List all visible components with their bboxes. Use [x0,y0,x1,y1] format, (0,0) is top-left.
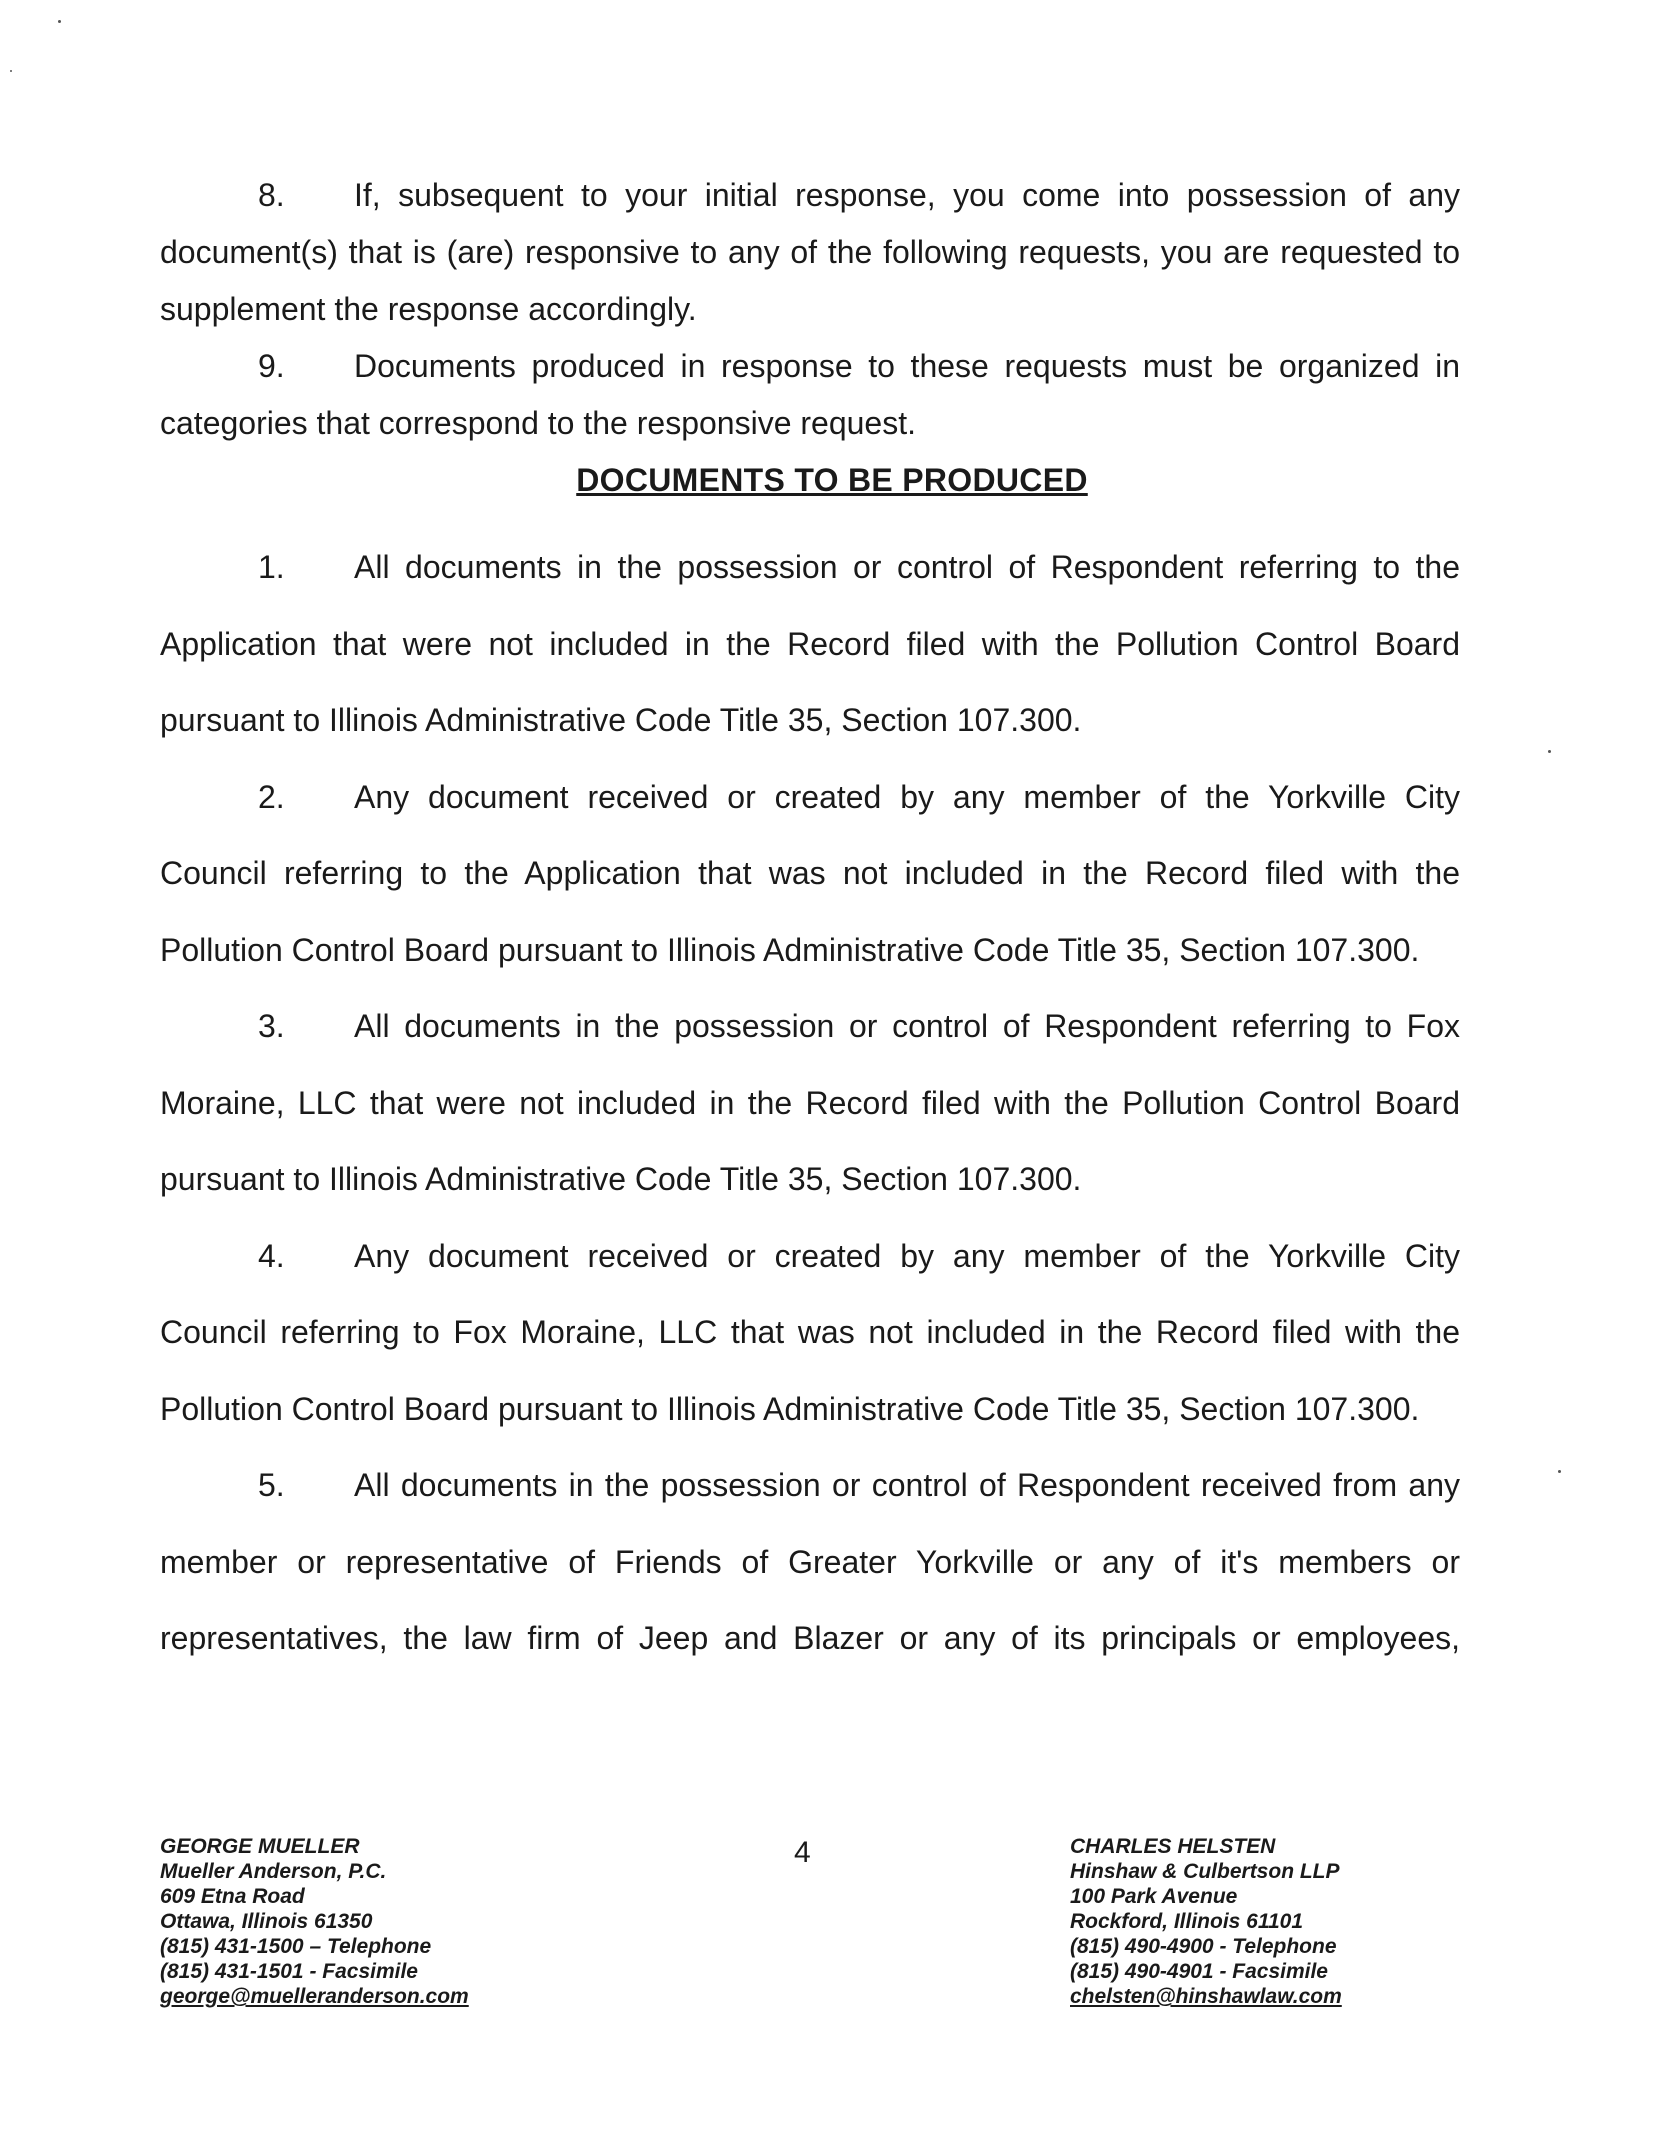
section-heading: DOCUMENTS TO BE PRODUCED [576,462,1088,498]
request-paragraph-5 [160,1447,1460,1677]
request-number: 4. [258,1237,285,1274]
attorney-firm: Mueller Anderson, P.C. [160,1860,387,1883]
request-text: All documents in the possession or control of Respondent referring to Fox Moraine, LLC that were not included in the Record filed with the Pollution Control Board pursuant to Illinois Administrative Code Title 35, Section 107.300. [160,1008,1460,1197]
definition-paragraph-9 [160,338,1460,452]
paragraph-number: 8. [258,177,285,213]
request-number: 1. [258,549,285,585]
attorney-email-link[interactable]: george@muelleranderson.com [160,1985,469,2008]
attorney-phone: (815) 490-4900 - Telephone [1070,1935,1337,1958]
attorney-city: Ottawa, Illinois 61350 [160,1910,373,1933]
attorney-email-link[interactable]: chelsten@hinshawlaw.com [1070,1985,1342,2008]
scan-speck [58,20,61,23]
request-text: All documents in the possession or control of Respondent referring to the Application that were not included in the Record filed with the Pollution Control Board pursuant to Illinois Administrative Code Title 35, Section 107.300. [160,549,1460,738]
footer-attorney-right [1070,1834,1342,2009]
request-paragraph-4 [160,1218,1460,1448]
request-number: 5. [258,1467,285,1503]
attorney-street: 609 Etna Road [160,1885,305,1908]
paragraph-number: 9. [258,348,285,384]
request-text: Any document received or created by any member of the Yorkville City Council referring to Fox Moraine, LLC that was not included in the Record filed with the Pollution Control Board pursuant to Illinois Administrative Code Title 35, Section 107.300. [160,1237,1460,1427]
definitions-section [160,167,1460,452]
page-number: 4 [794,1836,811,1869]
request-number: 2. [258,778,285,815]
scan-speck [1548,750,1551,753]
paragraph-text: If, subsequent to your initial response, you come into possession of any document(s) that is (are) responsive to any of the following requests, you are requested to supplement the response accordingly. [160,177,1460,327]
attorney-firm: Hinshaw & Culbertson LLP [1070,1860,1340,1883]
definition-paragraph-8 [160,167,1460,338]
footer-attorney-left [160,1834,469,2009]
requests-section [160,529,1460,1677]
attorney-fax: (815) 490-4901 - Facsimile [1070,1960,1328,1983]
attorney-phone: (815) 431-1500 – Telephone [160,1935,432,1958]
request-paragraph-2 [160,759,1460,989]
scan-speck [10,70,12,72]
request-paragraph-3 [160,988,1460,1218]
request-paragraph-1 [160,529,1460,759]
attorney-name: GEORGE MUELLER [160,1835,360,1858]
request-text: All documents in the possession or control of Respondent received from any member or representative of Friends of Greater Yorkville or any of it's members or representatives, the law firm of Jeep and Blazer or any of its principals or employees, [160,1467,1460,1656]
request-number: 3. [258,1008,285,1044]
attorney-city: Rockford, Illinois 61101 [1070,1910,1304,1933]
attorney-name: CHARLES HELSTEN [1070,1835,1276,1858]
scan-speck [1558,1470,1561,1473]
paragraph-text: Documents produced in response to these requests must be organized in categories that correspond to the responsive request. [160,348,1460,441]
attorney-fax: (815) 431-1501 - Facsimile [160,1960,418,1983]
attorney-street: 100 Park Avenue [1070,1885,1238,1908]
request-text: Any document received or created by any member of the Yorkville City Council referring to the Application that was not included in the Record filed with the Pollution Control Board pursuant to Illinois Administrative Code Title 35, Section 107.300. [160,778,1460,968]
